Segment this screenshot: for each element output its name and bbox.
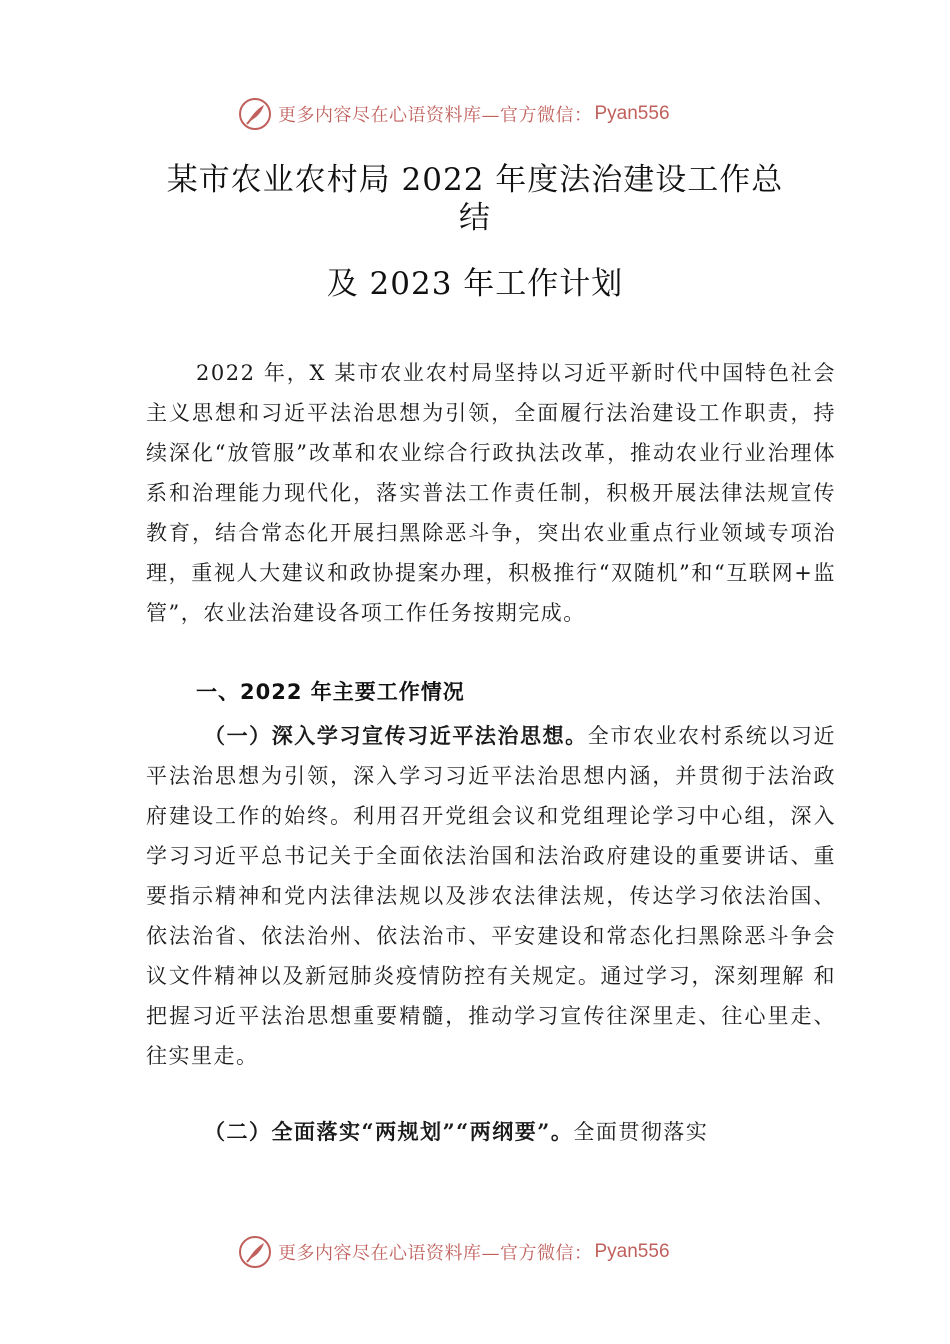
document-title-line-3: 及 2023 年工作计划: [326, 266, 624, 302]
quill-logo-icon: [238, 1235, 272, 1269]
banner-wechat-id: Pyan556: [594, 103, 670, 124]
footer-banner: [238, 1234, 670, 1270]
document-title-line-1: 某市农业农村局 2022 年度法治建设工作总: [166, 162, 784, 198]
item-2-paragraph: [146, 1112, 836, 1152]
intro-paragraph: 2022 年，X 某市农业农村局坚持以习近平新时代中国特色社会主义思想和习近平法治思想为引领，全面履行法治建设工作职责，持续深化“放管服”改革和农业综合行政执法改革，推动农业行业治理体系和治理能力现代化，落实普法工作责任制，积极开展法律法规宣传教育，结合常态化开展扫黑除恶斗争，突出农业重点行业领域专项治理，重视人大建议和政协提案办理，积极推行“双随机”和“互联网+监管”，农业法治建设各项工作任务按期完成。: [146, 361, 836, 625]
banner-text: 更多内容尽在心语资料库—官方微信：: [278, 1243, 593, 1264]
quill-logo-icon: [238, 97, 272, 131]
item-1-paragraph: [146, 716, 836, 1076]
section-heading: 一、2022 年主要工作情况: [196, 680, 465, 704]
document-title-line-2: 结: [459, 200, 491, 236]
item-1-title: （一）深入学习宣传习近平法治思想。: [204, 723, 588, 748]
item-2-body: 全面贯彻落实: [573, 1120, 709, 1144]
banner-text: 更多内容尽在心语资料库—官方微信：: [278, 105, 593, 126]
header-banner: [238, 96, 670, 132]
item-1-body: 全市农业农村系统以习近平法治思想为引领，深入学习习近平法治思想内涵，并贯彻于法治政府建设工作的始终。利用召开党组会议和党组理论学习中心组，深入学习习近平总书记关于全面依法治国和法治政府建设的重要讲话、重要指示精神和党内法律法规以及涉农法律法规，传达学习依法治国、依法治省、依法治州、依法治市、平安建设和常态化扫黑除恶斗争会议文件精神以及新冠肺炎疫情防控有关规定。通过学习，深刻理解 和把握习近平法治思想重要精髓，推动学习宣传往深里走、往心里走、往实里走。: [146, 724, 837, 1068]
banner-wechat-id: Pyan556: [594, 1241, 670, 1262]
item-2-title: （二）全面落实“两规划”“两纲要”。: [204, 1119, 574, 1144]
